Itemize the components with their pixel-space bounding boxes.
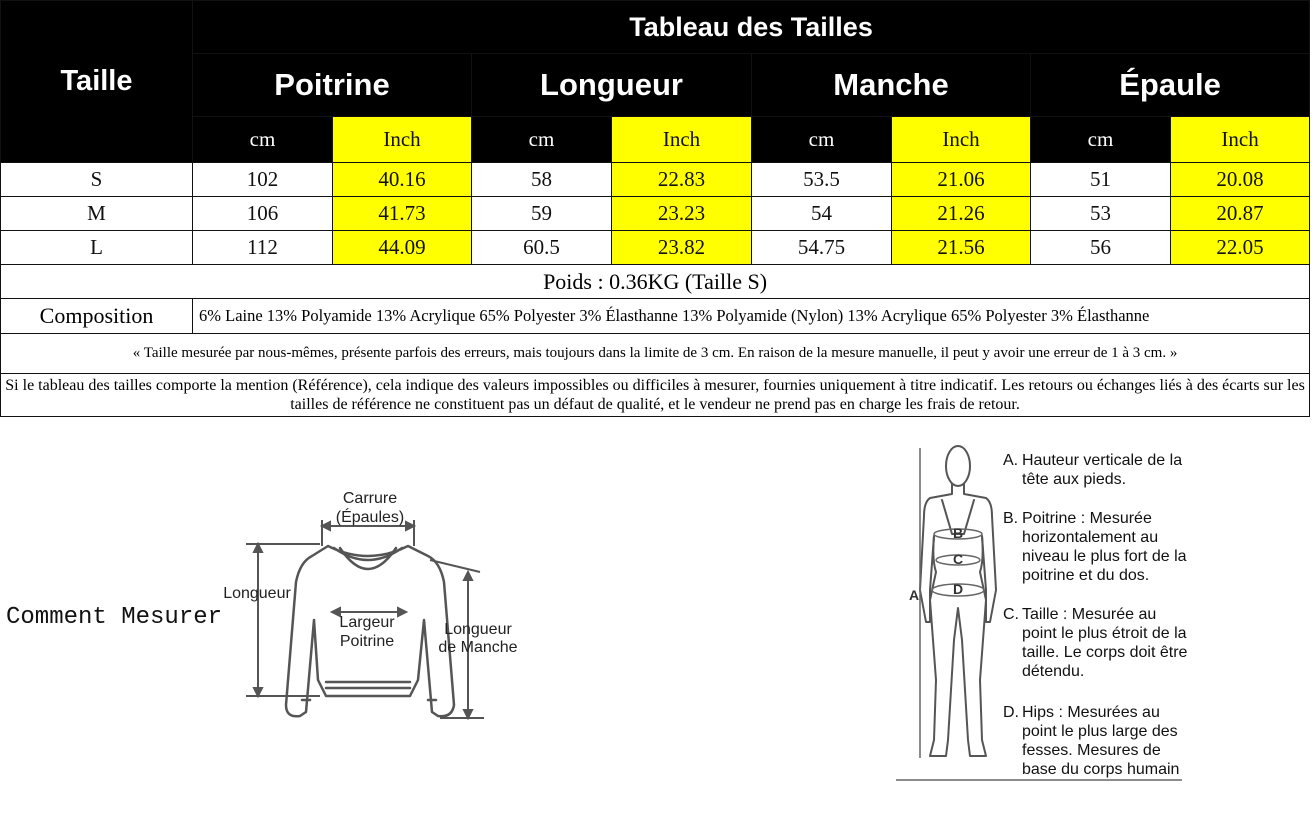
chest-label-2: Poitrine — [339, 633, 395, 650]
definition-key: C. — [1003, 606, 1019, 623]
measurement-note: « Taille mesurée par nous-mêmes, présente parfois des erreurs, mais toujours dans la limite de 3 cm. En raison de la mesure manuelle, il peut y avoir une erreur de 1 à 3 cm. » — [1, 334, 1310, 374]
size-cell: L — [1, 231, 193, 265]
value-cell: 112 — [193, 231, 333, 265]
sleeve-label-2: de Manche — [438, 639, 518, 656]
group-header-shoulder: Épaule — [1031, 54, 1310, 117]
definition-text: Hips : Mesurées au point le plus large des fesses. Mesures de base du corps humain — [1022, 704, 1180, 778]
value-cell: 20.08 — [1171, 163, 1310, 197]
unit-cm: cm — [1031, 117, 1171, 163]
shoulder-sub-label: (Épaules) — [335, 509, 405, 526]
value-cell: 40.16 — [333, 163, 472, 197]
size-column-header: Taille — [1, 1, 193, 163]
definition-key: A. — [1003, 452, 1019, 469]
reference-note: Si le tableau des tailles comporte la mention (Référence), cela indique des valeurs impossibles ou difficiles à mesurer, fournies uniquement à titre indicatif. Les retours ou échanges liés à des écarts sur les tailles de référence ne constituent pas un défaut de qualité, et le vendeur ne prend pas en charge les frais de retour. — [1, 374, 1310, 417]
table-row — [1, 197, 1310, 231]
group-header-chest: Poitrine — [193, 54, 472, 117]
value-cell: 60.5 — [472, 231, 612, 265]
marker-b: B — [953, 525, 964, 541]
value-cell: 56 — [1031, 231, 1171, 265]
group-header-length: Longueur — [472, 54, 752, 117]
value-cell: 54 — [752, 197, 892, 231]
value-cell: 21.56 — [892, 231, 1031, 265]
length-label: Longueur — [223, 585, 291, 602]
value-cell: 51 — [1031, 163, 1171, 197]
value-cell: 54.75 — [752, 231, 892, 265]
group-header-sleeve: Manche — [752, 54, 1031, 117]
value-cell: 106 — [193, 197, 333, 231]
value-cell: 41.73 — [333, 197, 472, 231]
unit-inch: Inch — [612, 117, 752, 163]
weight-row: Poids : 0.36KG (Taille S) — [1, 265, 1310, 299]
unit-inch: Inch — [333, 117, 472, 163]
definition-key: B. — [1003, 510, 1019, 527]
shoulder-label: Carrure — [342, 490, 398, 507]
definition-a — [1003, 451, 1192, 489]
value-cell: 58 — [472, 163, 612, 197]
marker-c: C — [953, 551, 964, 567]
definition-key: D. — [1003, 704, 1019, 721]
table-row — [1, 231, 1310, 265]
definition-text: Taille : Mesurée au point le plus étroit de la taille. Le corps doit être détendu. — [1022, 606, 1188, 680]
unit-inch: Inch — [1171, 117, 1310, 163]
unit-cm: cm — [193, 117, 333, 163]
composition-label: Composition — [1, 299, 193, 334]
value-cell: 59 — [472, 197, 612, 231]
unit-cm: cm — [472, 117, 612, 163]
size-cell: M — [1, 197, 193, 231]
table-title: Tableau des Tailles — [193, 1, 1310, 54]
composition-value: 6% Laine 13% Polyamide 13% Acrylique 65% Polyester 3% Élasthanne 13% Polyamide (Nylon) 13% Acrylique 65% Polyester 3% Élasthanne — [193, 299, 1310, 334]
marker-d: D — [953, 581, 964, 597]
value-cell: 20.87 — [1171, 197, 1310, 231]
value-cell: 23.23 — [612, 197, 752, 231]
definition-text: Poitrine : Mesurée horizontalement au niveau le plus fort de la poitrine et du dos. — [1022, 510, 1187, 584]
unit-inch: Inch — [892, 117, 1031, 163]
unit-cm: cm — [752, 117, 892, 163]
table-row — [1, 163, 1310, 197]
value-cell: 22.05 — [1171, 231, 1310, 265]
how-to-measure-label: Comment Mesurer — [6, 604, 223, 631]
chest-label-1: Largeur — [339, 614, 395, 631]
value-cell: 44.09 — [333, 231, 472, 265]
value-cell: 22.83 — [612, 163, 752, 197]
definition-d — [1003, 703, 1192, 779]
value-cell: 21.26 — [892, 197, 1031, 231]
value-cell: 21.06 — [892, 163, 1031, 197]
definition-text: Hauteur verticale de la tête aux pieds. — [1022, 452, 1183, 488]
value-cell: 53.5 — [752, 163, 892, 197]
value-cell: 53 — [1031, 197, 1171, 231]
value-cell: 23.82 — [612, 231, 752, 265]
marker-a: A — [909, 587, 920, 603]
definition-c — [1003, 605, 1192, 681]
size-cell: S — [1, 163, 193, 197]
value-cell: 102 — [193, 163, 333, 197]
sleeve-label-1: Longueur — [444, 621, 512, 638]
definition-b — [1003, 509, 1192, 585]
